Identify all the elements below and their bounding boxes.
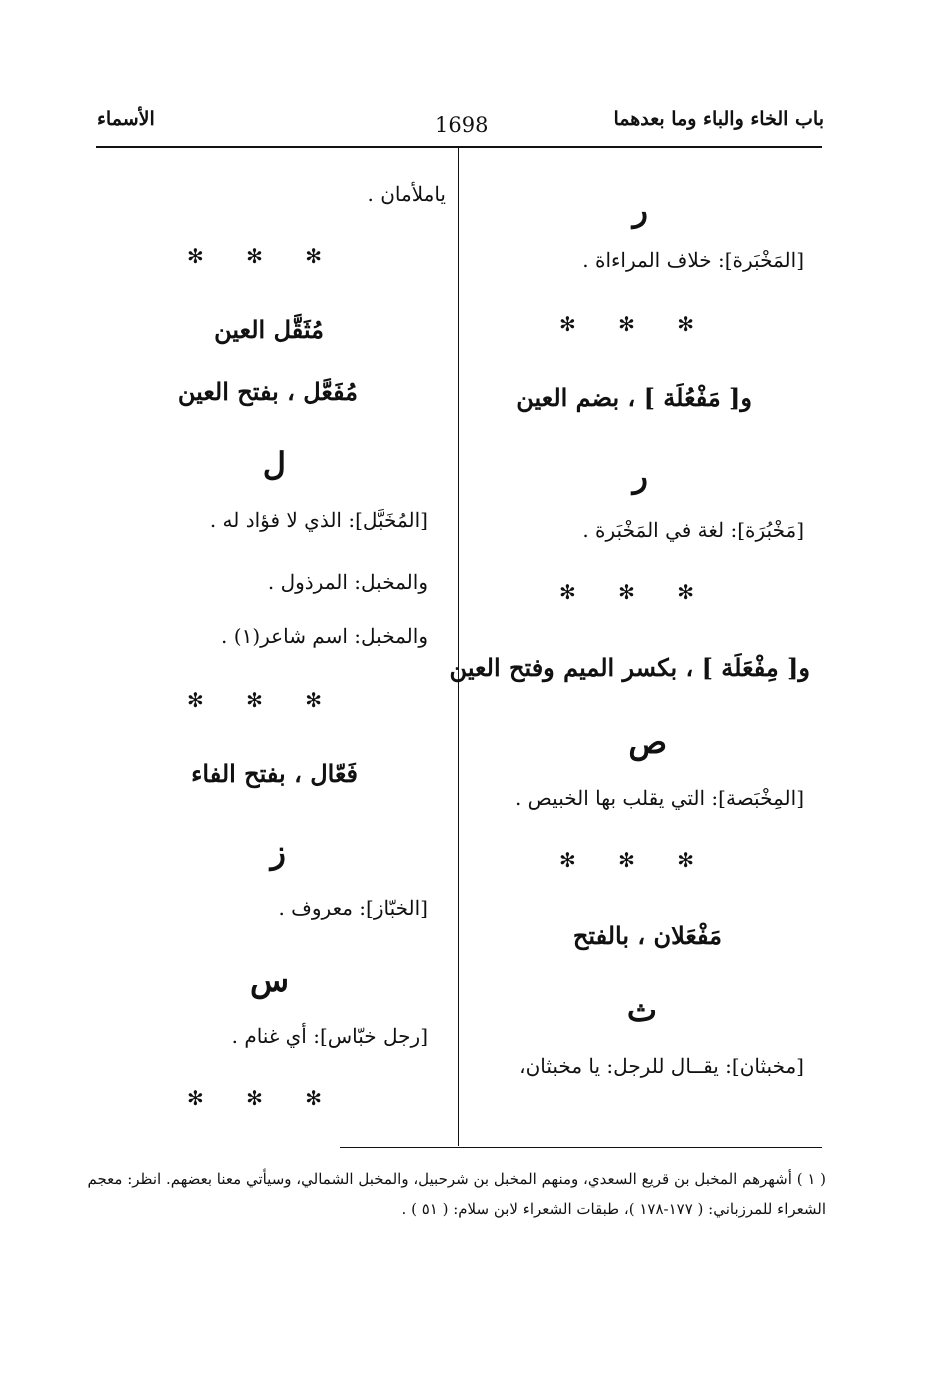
section-separator-stars: ✻ ✻ ✻ [187, 1086, 340, 1110]
letter-heading: ص [628, 723, 667, 761]
dictionary-entry: والمخبل: اسم شاعر(١) . [221, 624, 428, 648]
section-separator-stars: ✻ ✻ ✻ [187, 244, 340, 268]
dictionary-entry-continuation: ياملأمان . [367, 182, 446, 206]
header-rule [96, 146, 822, 148]
section-heading: مُثَقَّل العين [214, 315, 324, 344]
section-separator-stars: ✻ ✻ ✻ [187, 688, 340, 712]
letter-heading: ر [632, 457, 648, 495]
section-separator-stars: ✻ ✻ ✻ [559, 848, 712, 872]
footnote [87, 1164, 826, 1224]
letter-heading: ل [262, 445, 286, 483]
page-number: 1698 [435, 113, 489, 137]
column-divider [458, 148, 459, 1146]
dictionary-entry: [مَخْبُرَة]: لغة في المَخْبَرة . [582, 518, 804, 542]
running-header-chapter: باب الخاء والباء وما بعدهما [613, 108, 824, 130]
letter-heading: ز [270, 833, 286, 871]
pattern-heading: فَعّال ، بفتح الفاء [191, 759, 358, 788]
running-header-section: الأسماء [97, 108, 155, 130]
letter-heading: ر [632, 191, 648, 229]
footnote-line: ( ١ ) أشهرهم المخبل بن قريع السعدي، ومنهم المخبل بن شرحبيل، والمخبل الشمالي، وسيأتي معنا بعضهم. انظر: معجم [87, 1170, 826, 1188]
dictionary-entry: [رجل خبّاس]: أي غنام . [231, 1024, 428, 1048]
dictionary-entry: [الخبّاز]: معروف . [278, 896, 428, 920]
letter-heading: س [249, 961, 289, 999]
dictionary-entry: [المَخْبَرة]: خلاف المراءاة . [582, 248, 804, 272]
pattern-heading: و[ مَفْعُلَة ] ، بضم العين [516, 383, 752, 412]
footnote-rule [340, 1147, 822, 1148]
dictionary-entry: والمخبل: المرذول . [267, 570, 428, 594]
letter-heading: ث [626, 991, 657, 1029]
section-separator-stars: ✻ ✻ ✻ [559, 580, 712, 604]
dictionary-entry: [المُخَبَّل]: الذي لا فؤاد له . [209, 508, 428, 532]
dictionary-entry: [مخبثان]: يقــال للرجل: يا مخبثان، [519, 1054, 804, 1078]
footnote-line: الشعراء للمرزباني: ( ١٧٧-١٧٨ )، طبقات الشعراء لابن سلام: ( ٥١ ) . [401, 1200, 826, 1218]
pattern-heading: و[ مِفْعَلَة ] ، بكسر الميم وفتح العين [449, 653, 810, 682]
dictionary-entry: [المِخْبَصة]: التي يقلب بها الخبيص . [514, 786, 804, 810]
pattern-heading: مُفَعَّل ، بفتح العين [177, 377, 358, 406]
section-separator-stars: ✻ ✻ ✻ [559, 312, 712, 336]
pattern-heading: مَفْعَلان ، بالفتح [572, 921, 722, 950]
